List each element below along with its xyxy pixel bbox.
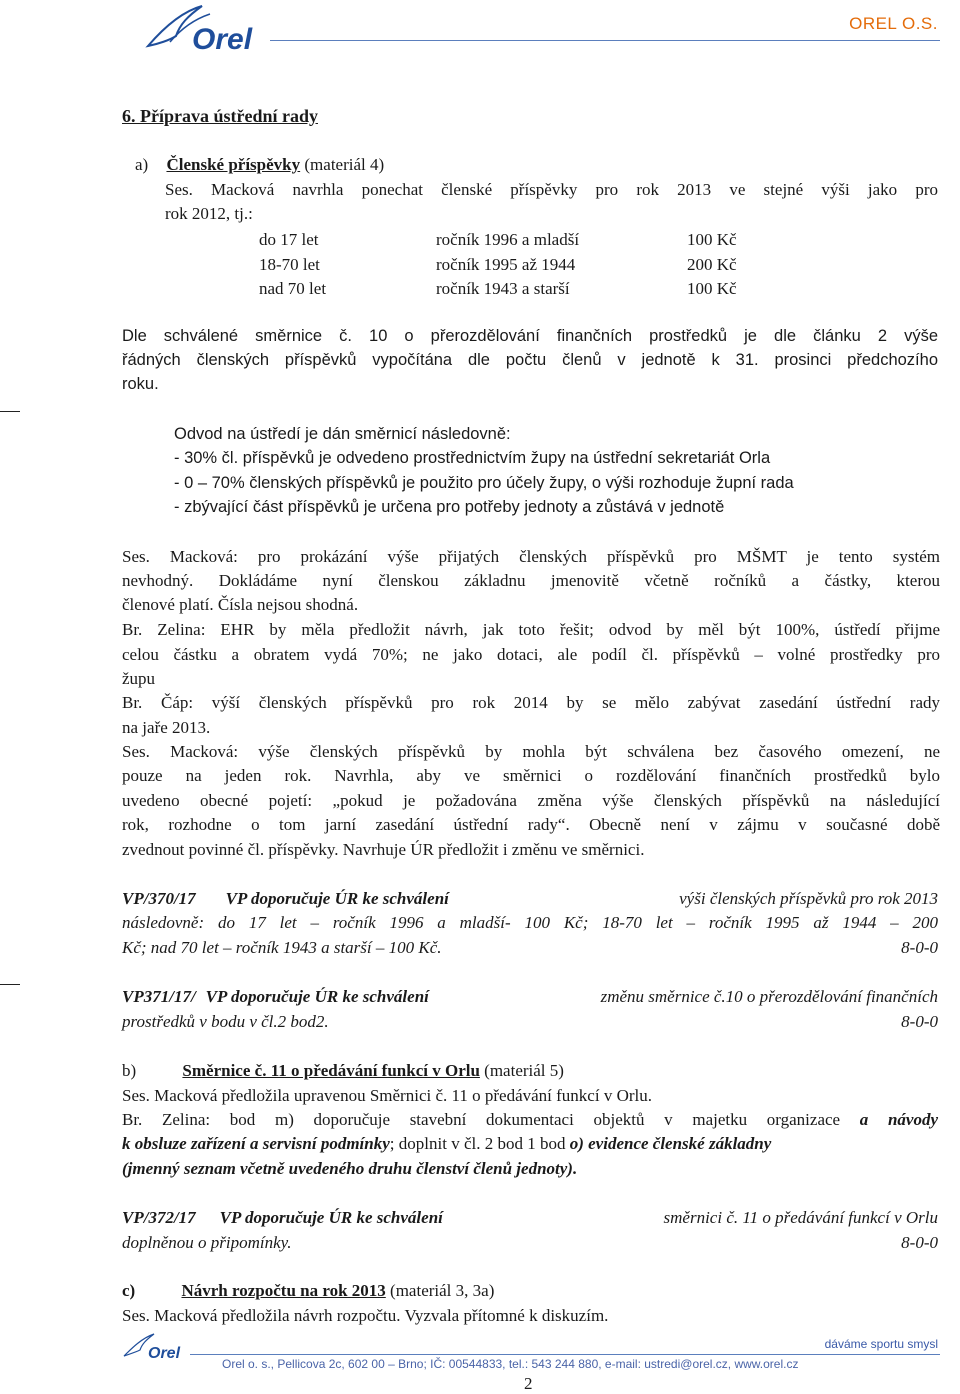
item-b-text: ; doplnit v čl. 2 bod 1 bod: [389, 1134, 566, 1153]
vote-result: 8-0-0: [901, 1012, 938, 1031]
item-b-heading: [122, 1061, 564, 1081]
footer-rule: [190, 1354, 940, 1355]
odvod-title: Odvod na ústředí je dán směrnicí následovně:: [174, 425, 511, 443]
resolution-text: směrnici č. 11 o předávání funkcí v Orlu: [663, 1208, 938, 1227]
footer-logo-text: Orel: [148, 1345, 181, 1362]
header-rule: [270, 40, 940, 41]
discussion-line: členové platí. Čísla nejsou shodná.: [122, 595, 359, 614]
item-b-text: Br. Zelina: bod m) doporučuje stavební dokumentaci objektů v majetku organizace: [122, 1110, 841, 1129]
discussion-line: na jaře 2013.: [122, 718, 211, 737]
fee-age: do 17 let: [259, 230, 319, 249]
resolution-number: VP/370/17: [122, 889, 196, 908]
item-b-emphasis: k obsluze zařízení a servisní podmínky: [122, 1134, 390, 1153]
logo-text: Orel: [192, 23, 253, 56]
item-b-emphasis: a návody: [859, 1110, 939, 1129]
resolution-verb: VP doporučuje ÚR ke schválení: [219, 1208, 443, 1227]
item-c-title: Návrh rozpočtu na rok 2013: [181, 1281, 386, 1300]
resolution-line: [122, 987, 938, 1007]
discussion-line: zvednout povinné čl. příspěvky. Navrhuje ÚR předložit i změnu ve směrnici.: [122, 840, 645, 859]
item-a-prefix: a): [135, 155, 149, 174]
directive-line-3: roku.: [122, 375, 159, 393]
item-b-line: Ses. Macková předložila upravenou Směrnici č. 11 o předávání funkcí v Orlu.: [122, 1086, 652, 1105]
resolution-line: [122, 1208, 938, 1228]
item-b-title: Směrnice č. 11 o předávání funkcí v Orlu: [182, 1061, 480, 1080]
resolution-number: VP/372/17: [122, 1208, 196, 1227]
discussion-line: Ses. Macková: výše členských příspěvků by mohla být schválena bez časového omezení, ne: [122, 742, 940, 761]
item-c-line: Ses. Macková předložila návrh rozpočtu. Vyzvala přítomné k diskuzím.: [122, 1306, 609, 1325]
resolution-line: doplněnou o připomínky.: [122, 1233, 292, 1252]
section-title: [122, 106, 318, 127]
fee-amount: 200 Kč: [687, 255, 737, 274]
fee-amount: 100 Kč: [687, 279, 737, 298]
footer-orel-logo: [122, 1332, 192, 1362]
margin-mark: [0, 984, 20, 985]
intro-line-2: rok 2012, tj.:: [165, 204, 253, 223]
list-item: - 0 – 70% členských příspěvků je použito pro účely župy, o výši rozhoduje župní rada: [174, 474, 794, 492]
footer-slogan: dáváme sportu smysl: [824, 1337, 938, 1351]
list-item: - 30% čl. příspěvků je odvedeno prostřednictvím župy na ústřední sekretariát Orla: [174, 449, 771, 467]
resolution-line: následovně: do 17 let – ročník 1996 a mladší- 100 Kč; 18-70 let – ročník 1995 až 1944 – 200: [122, 913, 938, 932]
discussion-line: uvedeno obecné pojetí: „pokud je požadována změna výše členských příspěvků na následující: [122, 791, 940, 810]
fee-years: ročník 1996 a mladší: [436, 230, 580, 249]
directive-line-2: řádných členských příspěvků vypočítána dle počtu členů v jednotě k 31. prosinci předchozího: [122, 351, 938, 369]
item-c-material: (materiál 3, 3a): [390, 1281, 495, 1300]
item-b-line: [122, 1134, 940, 1154]
discussion-line: celou částku a obratem vydá 70%; ne jako dotaci, ale podíl čl. příspěvků – volné prostředky pro: [122, 645, 940, 664]
page-number: 2: [524, 1374, 533, 1393]
resolution-number: VP371/17/: [122, 987, 196, 1006]
item-a-material: (materiál 4): [304, 155, 385, 174]
resolution-text: změnu směrnice č.10 o přerozdělování finančních: [600, 987, 938, 1006]
item-b-line: (jmenný seznam včetně uvedeného druhu členství členů jednoty).: [122, 1159, 578, 1178]
section-title-text: 6. Příprava ústřední rady: [122, 106, 318, 126]
item-b-line: [122, 1110, 938, 1130]
resolution-line: prostředků v bodu v čl.2 bod2.: [122, 1012, 329, 1031]
item-b-material: (materiál 5): [484, 1061, 564, 1080]
discussion-line: rok, rozhodne o tom jarní zasedání ústřední rady“. Obecně není v zájmu v současné době: [122, 815, 940, 834]
resolution-text: výši členských příspěvků pro rok 2013: [679, 889, 938, 908]
list-item: - zbývající část příspěvků je určena pro potřeby jednoty a zůstává v jednotě: [174, 498, 725, 516]
discussion-line: Br. Čáp: výší členských příspěvků pro rok 2014 by se mělo zabývat zasedání ústřední rady: [122, 693, 940, 712]
item-b-emphasis: o) evidence členské základny: [569, 1134, 772, 1153]
item-b-prefix: b): [122, 1061, 137, 1080]
directive-line-1: Dle schválené směrnice č. 10 o přerozdělování finančních prostředků je dle článku 2 výše: [122, 327, 938, 345]
resolution-verb: VP doporučuje ÚR ke schválení: [225, 889, 449, 908]
resolution-verb: VP doporučuje ÚR ke schválení: [205, 987, 429, 1006]
fee-years: ročník 1995 až 1944: [436, 255, 576, 274]
vote-result: 8-0-0: [901, 1233, 938, 1252]
orel-logo: [140, 2, 270, 58]
item-a-title: Členské příspěvky: [166, 155, 301, 174]
discussion-line: Br. Zelina: EHR by měla předložit návrh, jak toto řešit; odvod by měl být 100%, ústředí přijme: [122, 620, 940, 639]
item-c-prefix: c): [122, 1281, 136, 1300]
fee-years: ročník 1943 a starší: [436, 279, 570, 298]
fee-age: nad 70 let: [259, 279, 327, 298]
item-c-heading: [122, 1281, 494, 1301]
discussion-line: Ses. Macková: pro prokázání výše přijatých členských příspěvků pro MŠMT je tento systém: [122, 547, 940, 566]
margin-mark: [0, 411, 20, 412]
vote-result: 8-0-0: [901, 938, 938, 957]
fee-amount: 100 Kč: [687, 230, 737, 249]
discussion-line: pouze na jeden rok. Navrhla, aby ve směrnici o rozdělování finančních prostředků bylo: [122, 766, 940, 785]
item-a-heading: [135, 155, 384, 175]
resolution-line: Kč; nad 70 let – ročník 1943 a starší – 100 Kč.: [122, 938, 442, 957]
footer-address: Orel o. s., Pellicova 2c, 602 00 – Brno; IČ: 00544833, tel.: 543 244 880, e-mail: ustredi@orel.cz, www.orel.cz: [222, 1357, 799, 1371]
fee-age: 18-70 let: [259, 255, 320, 274]
discussion-line: župu: [122, 669, 156, 688]
intro-line-1: Ses. Macková navrhla ponechat členské příspěvky pro rok 2013 ve stejné výši jako pro: [165, 180, 938, 199]
resolution-line: [122, 889, 938, 909]
discussion-line: nevhodný. Dokládáme nyní členskou základnu jmenovitě včetně ročníků a částky, kterou: [122, 571, 940, 590]
header-organization: OREL O.S.: [849, 14, 938, 33]
